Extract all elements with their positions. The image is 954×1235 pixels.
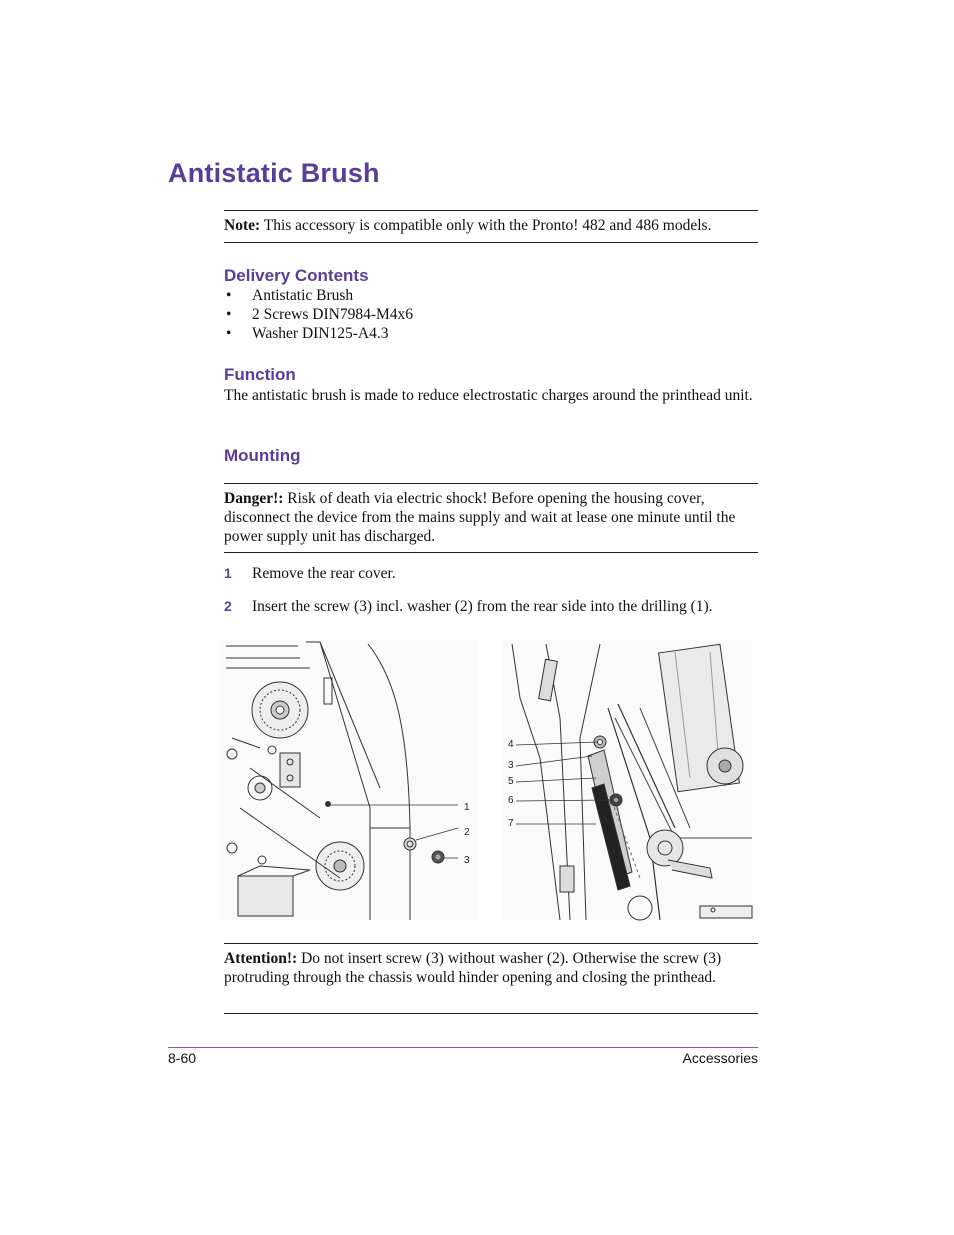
callout-7: 7 <box>508 818 514 829</box>
delivery-contents-heading: Delivery Contents <box>224 266 369 285</box>
callout-1: 1 <box>464 802 470 813</box>
list-item <box>224 324 413 343</box>
attention-label: Attention!: <box>224 950 298 967</box>
attention-box <box>224 943 758 1014</box>
step-number: 1 <box>224 565 232 581</box>
mounting-figures <box>220 638 754 922</box>
callout-3: 3 <box>464 855 470 866</box>
mounting-heading: Mounting <box>224 446 301 465</box>
list-item-text: 2 Screws DIN7984-M4x6 <box>252 306 414 323</box>
danger-text <box>224 489 758 546</box>
note-body: This accessory is compatible only with the Pronto! 482 and 486 models. <box>260 217 712 234</box>
step-number: 2 <box>224 598 232 614</box>
footer-section: Accessories <box>682 1050 758 1066</box>
danger-body: Risk of death via electric shock! Before opening the housing cover, disconnect the device from the mains supply and wait at lease one minute until the power supply unit has discharged. <box>224 490 736 545</box>
bullet-icon: • <box>226 306 232 323</box>
delivery-contents-list <box>224 286 413 343</box>
list-item <box>224 286 413 305</box>
function-text: The antistatic brush is made to reduce electrostatic charges around the printhead unit. <box>224 387 753 404</box>
note-box <box>224 210 758 243</box>
attention-text <box>224 949 758 987</box>
callout-4: 4 <box>508 739 514 750</box>
callout-6: 6 <box>508 795 514 806</box>
bullet-icon: • <box>226 325 232 342</box>
callout-3-right: 3 <box>508 760 514 771</box>
list-item-text: Washer DIN125-A4.3 <box>252 325 389 342</box>
page-number: 8-60 <box>168 1050 197 1066</box>
attention-body: Do not insert screw (3) without washer (2). Otherwise the screw (3) protruding through the chassis would hinder opening and closing the printhead. <box>224 950 722 986</box>
callout-2: 2 <box>464 827 470 838</box>
right-figure <box>502 640 752 920</box>
list-item-text: Antistatic Brush <box>252 287 354 304</box>
page-title: Antistatic Brush <box>168 158 380 188</box>
note-text <box>224 216 711 235</box>
danger-box <box>224 483 758 553</box>
callout-5: 5 <box>508 776 514 787</box>
left-figure <box>220 640 478 920</box>
footer-divider <box>168 1047 758 1048</box>
step-text: Insert the screw (3) incl. washer (2) from the rear side into the drilling (1). <box>252 598 713 615</box>
list-item <box>224 305 413 324</box>
mounting-illustrations <box>220 638 754 922</box>
bullet-icon: • <box>226 287 232 304</box>
danger-label: Danger!: <box>224 490 284 507</box>
step-text: Remove the rear cover. <box>252 565 396 582</box>
function-heading: Function <box>224 365 296 384</box>
note-label: Note: <box>224 217 261 234</box>
